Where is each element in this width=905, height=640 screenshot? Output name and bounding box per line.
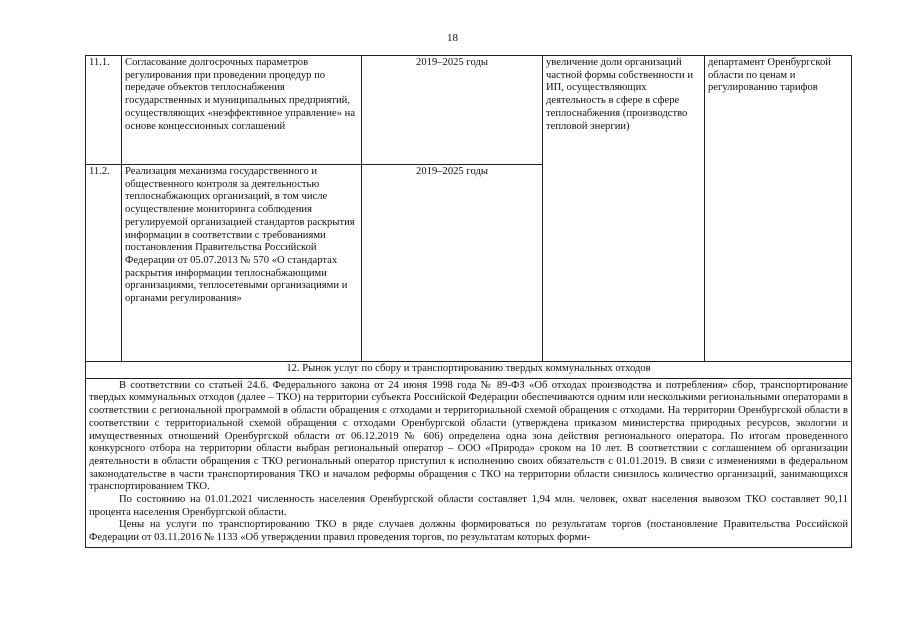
responsible-body: департамент Оренбургской области по ценам и регулированию тарифов [705,56,852,362]
activity-description: Согласование долгосрочных параметров регулирования при проведении процедур по передаче объектов теплоснабжения государственных и муниципальных предприятий, осуществляющих «неэффективное управление» на основе концессионных соглашений [122,56,362,165]
row-number: 11.2. [86,165,122,362]
period-cell: 2019–2025 годы [362,165,543,362]
row-number: 11.1. [86,56,122,165]
paragraph: По состоянию на 01.01.2021 численность населения Оренбургской области составляет 1,94 млн. человек, охват населения вывозом ТКО составляет 90,11 процента населения Оренбургской области. [89,494,848,518]
section-row [86,362,852,379]
expected-result: увеличение доли организаций частной формы собственности и ИП, осуществляющих деятельность в сфере в сфере теплоснабжения (производство тепловой энергии) [543,56,705,362]
table-row [86,56,852,165]
period-cell: 2019–2025 годы [362,56,543,165]
page-number: 18 [447,32,458,44]
paragraph: В соответствии со статьей 24.6. Федерального закона от 24 июня 1998 года № 89-ФЗ «Об отходах производства и потребления» сбор, транспортирование твердых коммунальных отходов (далее – ТКО) на территории субъекта Российской Федерации обеспечиваются одним или несколькими региональными операторами в соответствии с региональной программой в области обращения с отходами и территориальной схемой обращения с отходами. На территории Оренбургской области в соответствии с территориальной схемой обращения с отходами Оренбургской области (утверждена приказом министерства природных ресурсов, экологии и имущественных отношений Оренбургской области от 06.12.2019 № 606) определена одна зона действия регионального оператора. По итогам проведенного конкурсного отбора на территории области выбран региональный оператор – ООО «Природа» сроком на 10 лет. В соответствии с соглашением об организации деятельности в области обращения с ТКО региональный оператор приступил к исполнению своих обязательств с 01.01.2019. В связи с изменениями в федеральном законодательстве в части транспортирования ТКО и началом реформы обращения с ТКО на территории области снизилось количество организаций, занимающихся транспортированием ТКО. [89,379,848,493]
text-row [86,378,852,547]
measures-table [85,55,852,548]
paragraph: Цены на услуги по транспортированию ТКО в ряде случаев должны формироваться по результатам торгов (постановление Правительства Российской Федерации от 03.11.2016 № 1133 «Об утверждении правил проведения торгов, по результатам которых форми- [89,519,848,544]
activity-description: Реализация механизма государственного и общественного контроля за деятельностью теплоснабжающих организаций, в том числе осуществление мониторинга соблюдения регулируемой организацией стандартов раскрытия информации в соответствии с требованиями постановления Правительства Российской Федерации от 05.07.2013 № 570 «О стандартах раскрытия информации теплоснабжающими организациями, теплосетевыми организациями и органами регулирования» [122,165,362,362]
section-title: 12. Рынок услуг по сбору и транспортированию твердых коммунальных отходов [86,362,852,379]
section-text [86,378,852,547]
